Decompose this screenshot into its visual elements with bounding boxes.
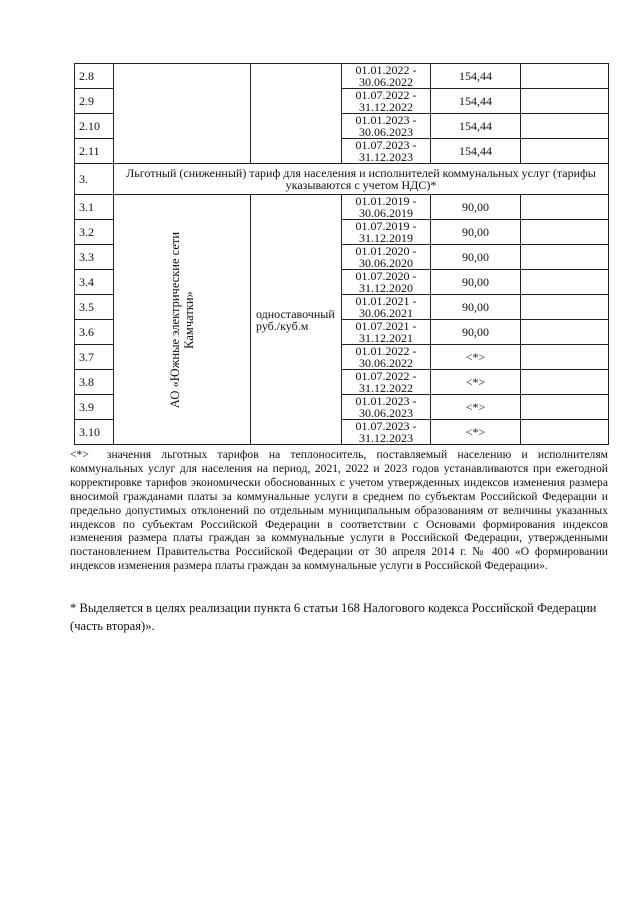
period-from: 01.01.2022 - (355, 344, 417, 358)
period-to: 31.12.2023 (359, 431, 413, 445)
tariff-value: 90,00 (431, 220, 521, 245)
empty-cell (521, 345, 609, 370)
period-from: 01.01.2019 - (355, 194, 417, 208)
empty-cell (521, 89, 609, 114)
row-number: 3.4 (75, 270, 114, 295)
footnote-marker: <*> (70, 448, 89, 461)
empty-cell (521, 139, 609, 164)
period-cell (342, 370, 431, 395)
empty-cell (521, 420, 609, 445)
period-from: 01.01.2023 - (355, 394, 417, 408)
organization-name: АО «Южные электрические сети Камчатки» (168, 231, 196, 408)
tariff-value: <*> (431, 345, 521, 370)
period-from: 01.01.2021 - (355, 294, 417, 308)
period-to: 30.06.2022 (359, 75, 413, 89)
period-to: 31.12.2022 (359, 381, 413, 395)
period-cell (342, 420, 431, 445)
period-to: 31.12.2023 (359, 150, 413, 164)
tariff-table-body (75, 64, 609, 445)
empty-cell (521, 320, 609, 345)
footnote-text: значения льготных тарифов на теплоноситель, поставляемый населению и исполнителям коммунальных услуг для населения на период, 2021, 2022 и 2023 годов устанавливаются при ежегодной корректировке тарифов экономически обоснованных с учетом утвержденных индексов изменения размера вносимой гражданами платы за коммунальные услуги в среднем по субъектам Российской Федерации и предельно допустимых отклонений по отдельным муниципальным образованиям от величины указанных индексов по субъектам Российской Федерации в соответствии с Основами формирования индексов изменения размера платы граждан за коммунальные услуги в Российской Федерации, утвержденными постановлением Правительства Российской Федерации от 30 апреля 2014 г. № 400 «О формировании индексов изменения размера платы граждан за коммунальные услуги в Российской Федерации». (70, 448, 608, 573)
section-header-row (75, 164, 609, 195)
period-cell (342, 114, 431, 139)
period-cell (342, 139, 431, 164)
period-from: 01.07.2021 - (355, 319, 417, 333)
row-number: 3.1 (75, 195, 114, 220)
tariff-value: <*> (431, 395, 521, 420)
period-to: 31.12.2021 (359, 331, 413, 345)
empty-cell (521, 220, 609, 245)
row-number: 3.5 (75, 295, 114, 320)
empty-cell (521, 245, 609, 270)
empty-cell (521, 195, 609, 220)
period-from: 01.01.2020 - (355, 244, 417, 258)
footnote (70, 448, 608, 573)
period-to: 30.06.2019 (359, 206, 413, 220)
period-from: 01.07.2019 - (355, 219, 417, 233)
row-number: 3.10 (75, 420, 114, 445)
tariff-table (74, 63, 609, 445)
period-cell (342, 320, 431, 345)
row-number: 3.3 (75, 245, 114, 270)
period-to: 30.06.2023 (359, 406, 413, 420)
row-number: 2.10 (75, 114, 114, 139)
period-cell (342, 195, 431, 220)
period-from: 01.07.2023 - (355, 138, 417, 152)
period-to: 31.12.2019 (359, 231, 413, 245)
period-cell (342, 220, 431, 245)
row-number: 2.8 (75, 64, 114, 89)
tariff-value: 90,00 (431, 270, 521, 295)
row-number: 3.8 (75, 370, 114, 395)
tariff-value: 90,00 (431, 245, 521, 270)
tariff-value: 154,44 (431, 139, 521, 164)
table-row (75, 195, 609, 220)
empty-org-cell (114, 64, 251, 164)
section-title: Льготный (сниженный) тариф для населения и исполнителей коммунальных услуг (тарифы указываются с учетом НДС)* (114, 164, 609, 195)
period-cell (342, 395, 431, 420)
tariff-value: 154,44 (431, 64, 521, 89)
empty-cell (521, 114, 609, 139)
empty-cell (521, 64, 609, 89)
period-cell (342, 270, 431, 295)
empty-unit-cell (251, 64, 342, 164)
period-cell (342, 64, 431, 89)
period-from: 01.01.2022 - (355, 63, 417, 77)
period-to: 30.06.2021 (359, 306, 413, 320)
period-from: 01.07.2022 - (355, 88, 417, 102)
period-to: 31.12.2022 (359, 100, 413, 114)
row-number: 2.11 (75, 139, 114, 164)
period-from: 01.07.2023 - (355, 419, 417, 433)
period-to: 31.12.2020 (359, 281, 413, 295)
tariff-value: <*> (431, 420, 521, 445)
tariff-value: 90,00 (431, 195, 521, 220)
tariff-value: 90,00 (431, 295, 521, 320)
period-from: 01.01.2023 - (355, 113, 417, 127)
empty-cell (521, 370, 609, 395)
tariff-value: 154,44 (431, 89, 521, 114)
period-to: 30.06.2023 (359, 125, 413, 139)
row-number: 3.2 (75, 220, 114, 245)
empty-cell (521, 270, 609, 295)
period-cell (342, 345, 431, 370)
closing-note: * Выделяется в целях реализации пункта 6 статьи 168 Налогового кодекса Российской Федерации (часть вторая)». (70, 601, 597, 633)
period-from: 01.07.2020 - (355, 269, 417, 283)
organization-cell (114, 195, 251, 445)
section-number: 3. (75, 164, 114, 195)
tariff-value: 90,00 (431, 320, 521, 345)
tariff-value: 154,44 (431, 114, 521, 139)
row-number: 3.7 (75, 345, 114, 370)
unit-cell: одноставочный руб./куб.м (251, 195, 342, 445)
period-cell (342, 89, 431, 114)
period-cell (342, 295, 431, 320)
row-number: 3.9 (75, 395, 114, 420)
table-row (75, 64, 609, 89)
row-number: 3.6 (75, 320, 114, 345)
empty-cell (521, 395, 609, 420)
empty-cell (521, 295, 609, 320)
tariff-value: <*> (431, 370, 521, 395)
period-to: 30.06.2020 (359, 256, 413, 270)
row-number: 2.9 (75, 89, 114, 114)
period-to: 30.06.2022 (359, 356, 413, 370)
period-from: 01.07.2022 - (355, 369, 417, 383)
period-cell (342, 245, 431, 270)
